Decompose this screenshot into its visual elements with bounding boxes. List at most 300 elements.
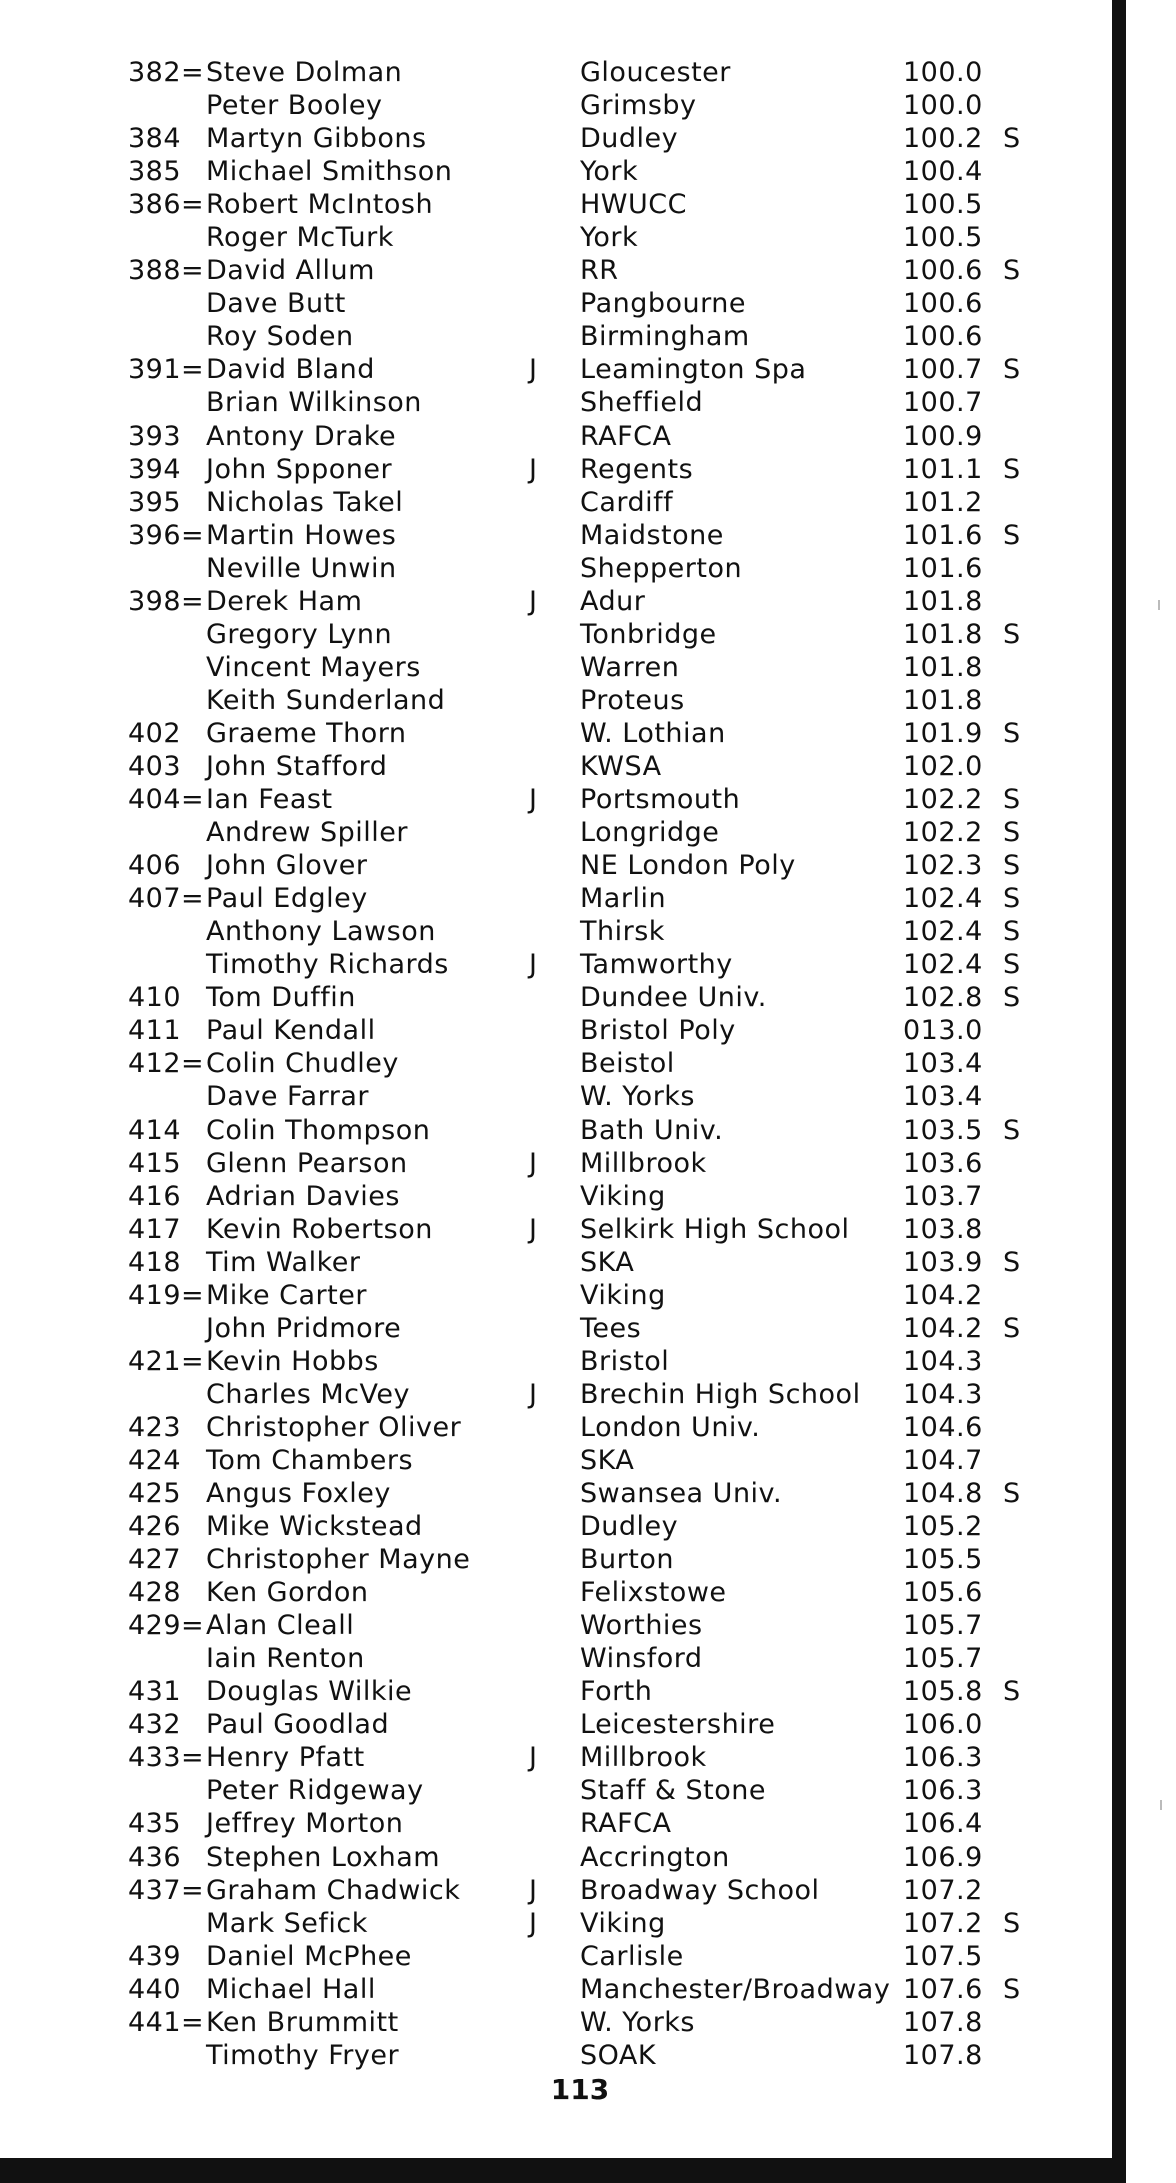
club-cell: Bath Univ. xyxy=(580,1114,724,1146)
club-cell: Tamworthy xyxy=(580,949,733,981)
club-cell: Bristol xyxy=(580,1345,670,1377)
result-row xyxy=(0,585,1110,618)
rank-cell: 395 xyxy=(128,486,182,518)
s-marker: S xyxy=(1003,717,1021,749)
time-cell: 106.0 xyxy=(903,1709,983,1741)
rank-cell: 416 xyxy=(128,1180,182,1212)
time-cell: 101.6 xyxy=(903,552,983,584)
name-cell: Christopher Mayne xyxy=(206,1544,471,1576)
club-cell: Grimsby xyxy=(580,90,697,122)
club-cell: Leicestershire xyxy=(580,1709,776,1741)
club-cell: Dudley xyxy=(580,1511,679,1543)
name-cell: Daniel McPhee xyxy=(206,1940,412,1972)
club-cell: RAFCA xyxy=(580,420,672,452)
s-marker: S xyxy=(1003,1478,1021,1510)
result-row xyxy=(0,353,1110,386)
club-cell: Birmingham xyxy=(580,321,750,353)
club-cell: Thirsk xyxy=(580,916,665,948)
junior-marker: J xyxy=(529,585,538,617)
name-cell: Roger McTurk xyxy=(206,222,394,254)
name-cell: Vincent Mayers xyxy=(206,651,421,683)
time-cell: 104.7 xyxy=(903,1444,983,1476)
result-row xyxy=(0,783,1110,816)
club-cell: Leamington Spa xyxy=(580,354,807,386)
margin-mark xyxy=(1160,1800,1162,1810)
time-cell: 100.9 xyxy=(903,420,983,452)
result-row xyxy=(0,1246,1110,1279)
club-cell: Worthies xyxy=(580,1610,703,1642)
club-cell: Carlisle xyxy=(580,1940,684,1972)
result-row xyxy=(0,1907,1110,1940)
rank-cell: 407= xyxy=(128,883,205,915)
result-row xyxy=(0,1477,1110,1510)
result-row xyxy=(0,849,1110,882)
rank-cell: 406 xyxy=(128,850,182,882)
club-cell: Broadway School xyxy=(580,1874,820,1906)
rank-cell: 384 xyxy=(128,123,182,155)
time-cell: 104.2 xyxy=(903,1279,983,1311)
name-cell: Stephen Loxham xyxy=(206,1841,441,1873)
name-cell: David Bland xyxy=(206,354,375,386)
rank-cell: 412= xyxy=(128,1048,205,1080)
rank-cell: 439 xyxy=(128,1940,182,1972)
name-cell: Colin Chudley xyxy=(206,1048,399,1080)
result-row xyxy=(0,1807,1110,1840)
club-cell: Proteus xyxy=(580,684,685,716)
name-cell: Gregory Lynn xyxy=(206,618,393,650)
result-row xyxy=(0,717,1110,750)
name-cell: Peter Booley xyxy=(206,90,383,122)
s-marker: S xyxy=(1003,453,1021,485)
time-cell: 101.1 xyxy=(903,453,983,485)
result-row xyxy=(0,56,1110,89)
name-cell: Graham Chadwick xyxy=(206,1874,461,1906)
time-cell: 100.6 xyxy=(903,255,983,287)
name-cell: Tom Chambers xyxy=(206,1444,414,1476)
s-marker: S xyxy=(1003,1312,1021,1344)
result-row xyxy=(0,981,1110,1014)
name-cell: Iain Renton xyxy=(206,1643,365,1675)
name-cell: Dave Butt xyxy=(206,288,346,320)
time-cell: 104.8 xyxy=(903,1478,983,1510)
club-cell: W. Lothian xyxy=(580,717,726,749)
name-cell: Peter Ridgeway xyxy=(206,1775,424,1807)
result-row xyxy=(0,1147,1110,1180)
result-row xyxy=(0,1378,1110,1411)
s-marker: S xyxy=(1003,982,1021,1014)
time-cell: 102.4 xyxy=(903,883,983,915)
club-cell: Longridge xyxy=(580,817,720,849)
result-row xyxy=(0,420,1110,453)
name-cell: Adrian Davies xyxy=(206,1180,400,1212)
time-cell: 100.2 xyxy=(903,123,983,155)
result-row xyxy=(0,2039,1110,2072)
time-cell: 103.8 xyxy=(903,1213,983,1245)
result-row xyxy=(0,1114,1110,1147)
junior-marker: J xyxy=(529,1147,538,1179)
s-marker: S xyxy=(1003,1246,1021,1278)
time-cell: 013.0 xyxy=(903,1015,983,1047)
rank-cell: 403 xyxy=(128,750,182,782)
club-cell: Bristol Poly xyxy=(580,1015,736,1047)
result-row xyxy=(0,1047,1110,1080)
club-cell: Brechin High School xyxy=(580,1378,861,1410)
result-row xyxy=(0,519,1110,552)
time-cell: 102.2 xyxy=(903,817,983,849)
club-cell: W. Yorks xyxy=(580,2006,695,2038)
club-cell: Swansea Univ. xyxy=(580,1478,783,1510)
result-row xyxy=(0,684,1110,717)
rank-cell: 425 xyxy=(128,1478,182,1510)
time-cell: 100.6 xyxy=(903,321,983,353)
time-cell: 106.4 xyxy=(903,1808,983,1840)
name-cell: Antony Drake xyxy=(206,420,397,452)
club-cell: Dudley xyxy=(580,123,679,155)
rank-cell: 441= xyxy=(128,2006,205,2038)
time-cell: 107.2 xyxy=(903,1907,983,1939)
result-row xyxy=(0,1279,1110,1312)
time-cell: 103.9 xyxy=(903,1246,983,1278)
name-cell: Mike Wickstead xyxy=(206,1511,423,1543)
result-row xyxy=(0,1180,1110,1213)
s-marker: S xyxy=(1003,883,1021,915)
rank-cell: 423 xyxy=(128,1411,182,1443)
name-cell: John Spponer xyxy=(206,453,393,485)
rank-cell: 426 xyxy=(128,1511,182,1543)
time-cell: 100.7 xyxy=(903,387,983,419)
name-cell: Kevin Hobbs xyxy=(206,1345,379,1377)
junior-marker: J xyxy=(529,1742,538,1774)
name-cell: Michael Smithson xyxy=(206,156,453,188)
name-cell: Tom Duffin xyxy=(206,982,356,1014)
junior-marker: J xyxy=(529,354,538,386)
result-row xyxy=(0,1080,1110,1113)
name-cell: Steve Dolman xyxy=(206,57,403,88)
result-row xyxy=(0,1576,1110,1609)
name-cell: John Glover xyxy=(206,850,368,882)
time-cell: 105.2 xyxy=(903,1511,983,1543)
result-row xyxy=(0,1510,1110,1543)
result-row xyxy=(0,1940,1110,1973)
time-cell: 107.8 xyxy=(903,2006,983,2038)
name-cell: Ken Gordon xyxy=(206,1577,369,1609)
time-cell: 100.7 xyxy=(903,354,983,386)
club-cell: Millbrook xyxy=(580,1147,707,1179)
s-marker: S xyxy=(1003,618,1021,650)
time-cell: 106.9 xyxy=(903,1841,983,1873)
junior-marker: J xyxy=(529,1874,538,1906)
time-cell: 107.2 xyxy=(903,1874,983,1906)
name-cell: Nicholas Takel xyxy=(206,486,404,518)
result-row xyxy=(0,618,1110,651)
result-row xyxy=(0,750,1110,783)
club-cell: Winsford xyxy=(580,1643,703,1675)
result-row xyxy=(0,453,1110,486)
junior-marker: J xyxy=(529,453,538,485)
name-cell: Ken Brummitt xyxy=(206,2006,399,2038)
rank-cell: 393 xyxy=(128,420,182,452)
club-cell: HWUCC xyxy=(580,189,687,221)
club-cell: London Univ. xyxy=(580,1411,761,1443)
result-row xyxy=(0,1345,1110,1378)
name-cell: Douglas Wilkie xyxy=(206,1676,413,1708)
club-cell: Viking xyxy=(580,1180,666,1212)
s-marker: S xyxy=(1003,916,1021,948)
time-cell: 105.8 xyxy=(903,1676,983,1708)
name-cell: John Pridmore xyxy=(206,1312,402,1344)
result-row xyxy=(0,915,1110,948)
name-cell: Jeffrey Morton xyxy=(206,1808,404,1840)
rank-cell: 418 xyxy=(128,1246,182,1278)
page-number: 113 xyxy=(550,2073,610,2106)
result-row xyxy=(0,1543,1110,1576)
result-row xyxy=(0,188,1110,221)
result-row xyxy=(0,1774,1110,1807)
time-cell: 105.5 xyxy=(903,1544,983,1576)
result-row xyxy=(0,1741,1110,1774)
club-cell: York xyxy=(580,222,639,254)
rank-cell: 428 xyxy=(128,1577,182,1609)
club-cell: Regents xyxy=(580,453,694,485)
result-row xyxy=(0,882,1110,915)
name-cell: Christopher Oliver xyxy=(206,1411,462,1443)
time-cell: 103.7 xyxy=(903,1180,983,1212)
rank-cell: 440 xyxy=(128,1973,182,2005)
name-cell: Michael Hall xyxy=(206,1973,376,2005)
name-cell: Dave Farrar xyxy=(206,1081,369,1113)
time-cell: 106.3 xyxy=(903,1742,983,1774)
club-cell: Felixstowe xyxy=(580,1577,727,1609)
name-cell: Charles McVey xyxy=(206,1378,410,1410)
rank-cell: 417 xyxy=(128,1213,182,1245)
club-cell: Viking xyxy=(580,1279,666,1311)
result-row xyxy=(0,1841,1110,1874)
name-cell: Kevin Robertson xyxy=(206,1213,433,1245)
junior-marker: J xyxy=(529,1378,538,1410)
result-row xyxy=(0,1609,1110,1642)
name-cell: Glenn Pearson xyxy=(206,1147,408,1179)
club-cell: W. Yorks xyxy=(580,1081,695,1113)
rank-cell: 435 xyxy=(128,1808,182,1840)
time-cell: 102.3 xyxy=(903,850,983,882)
time-cell: 104.3 xyxy=(903,1345,983,1377)
name-cell: Paul Edgley xyxy=(206,883,368,915)
rank-cell: 421= xyxy=(128,1345,205,1377)
club-cell: Accrington xyxy=(580,1841,730,1873)
result-row xyxy=(0,386,1110,419)
result-row xyxy=(0,122,1110,155)
time-cell: 101.8 xyxy=(903,585,983,617)
time-cell: 104.6 xyxy=(903,1411,983,1443)
time-cell: 102.2 xyxy=(903,784,983,816)
rank-cell: 429= xyxy=(128,1610,205,1642)
time-cell: 101.8 xyxy=(903,684,983,716)
club-cell: Beistol xyxy=(580,1048,675,1080)
time-cell: 100.0 xyxy=(903,57,983,88)
club-cell: SOAK xyxy=(580,2039,657,2071)
result-row xyxy=(0,1675,1110,1708)
margin-mark xyxy=(1158,600,1160,610)
result-row xyxy=(0,2006,1110,2039)
name-cell: Colin Thompson xyxy=(206,1114,431,1146)
name-cell: John Stafford xyxy=(206,750,388,782)
club-cell: Marlin xyxy=(580,883,667,915)
rank-cell: 414 xyxy=(128,1114,182,1146)
name-cell: Henry Pfatt xyxy=(206,1742,365,1774)
rank-cell: 404= xyxy=(128,784,205,816)
time-cell: 104.2 xyxy=(903,1312,983,1344)
club-cell: Burton xyxy=(580,1544,674,1576)
result-row xyxy=(0,1874,1110,1907)
club-cell: Viking xyxy=(580,1907,666,1939)
rank-cell: 386= xyxy=(128,189,205,221)
club-cell: SKA xyxy=(580,1444,635,1476)
name-cell: David Allum xyxy=(206,255,375,287)
time-cell: 101.6 xyxy=(903,519,983,551)
name-cell: Keith Sunderland xyxy=(206,684,446,716)
result-row xyxy=(0,1642,1110,1675)
club-cell: Selkirk High School xyxy=(580,1213,850,1245)
club-cell: Staff & Stone xyxy=(580,1775,766,1807)
s-marker: S xyxy=(1003,1676,1021,1708)
rank-cell: 391= xyxy=(128,354,205,386)
s-marker: S xyxy=(1003,255,1021,287)
club-cell: RAFCA xyxy=(580,1808,672,1840)
s-marker: S xyxy=(1003,123,1021,155)
junior-marker: J xyxy=(529,949,538,981)
club-cell: Manchester/Broadway xyxy=(580,1973,891,2005)
name-cell: Angus Foxley xyxy=(206,1478,391,1510)
rank-cell: 431 xyxy=(128,1676,182,1708)
rank-cell: 398= xyxy=(128,585,205,617)
time-cell: 102.0 xyxy=(903,750,983,782)
rank-cell: 437= xyxy=(128,1874,205,1906)
rank-cell: 385 xyxy=(128,156,182,188)
club-cell: Shepperton xyxy=(580,552,743,584)
time-cell: 107.8 xyxy=(903,2039,983,2071)
s-marker: S xyxy=(1003,850,1021,882)
time-cell: 100.5 xyxy=(903,189,983,221)
time-cell: 107.6 xyxy=(903,1973,983,2005)
club-cell: Portsmouth xyxy=(580,784,741,816)
time-cell: 100.4 xyxy=(903,156,983,188)
club-cell: Tonbridge xyxy=(580,618,717,650)
name-cell: Timothy Richards xyxy=(206,949,449,981)
rank-cell: 411 xyxy=(128,1015,182,1047)
time-cell: 103.6 xyxy=(903,1147,983,1179)
club-cell: KWSA xyxy=(580,750,662,782)
result-row xyxy=(0,651,1110,684)
page-shadow-bottom xyxy=(0,2158,1126,2183)
time-cell: 103.4 xyxy=(903,1048,983,1080)
club-cell: Warren xyxy=(580,651,680,683)
result-row xyxy=(0,221,1110,254)
rank-cell: 415 xyxy=(128,1147,182,1179)
time-cell: 105.7 xyxy=(903,1610,983,1642)
s-marker: S xyxy=(1003,949,1021,981)
name-cell: Anthony Lawson xyxy=(206,916,436,948)
time-cell: 101.8 xyxy=(903,618,983,650)
time-cell: 102.4 xyxy=(903,949,983,981)
s-marker: S xyxy=(1003,1973,1021,2005)
club-cell: Adur xyxy=(580,585,646,617)
rank-cell: 402 xyxy=(128,717,182,749)
name-cell: Paul Goodlad xyxy=(206,1709,390,1741)
rank-cell: 394 xyxy=(128,453,182,485)
s-marker: S xyxy=(1003,519,1021,551)
time-cell: 103.4 xyxy=(903,1081,983,1113)
result-row xyxy=(0,1411,1110,1444)
result-row xyxy=(0,1444,1110,1477)
club-cell: York xyxy=(580,156,639,188)
name-cell: Graeme Thorn xyxy=(206,717,407,749)
rank-cell: 388= xyxy=(128,255,205,287)
name-cell: Martin Howes xyxy=(206,519,397,551)
time-cell: 102.8 xyxy=(903,982,983,1014)
name-cell: Mark Sefick xyxy=(206,1907,368,1939)
name-cell: Ian Feast xyxy=(206,784,333,816)
name-cell: Brian Wilkinson xyxy=(206,387,422,419)
result-row xyxy=(0,1973,1110,2006)
rank-cell: 427 xyxy=(128,1544,182,1576)
name-cell: Timothy Fryer xyxy=(206,2039,400,2071)
club-cell: Pangbourne xyxy=(580,288,746,320)
s-marker: S xyxy=(1003,784,1021,816)
rank-cell: 382= xyxy=(128,57,205,88)
result-row xyxy=(0,816,1110,849)
result-row xyxy=(0,89,1110,122)
club-cell: Cardiff xyxy=(580,486,674,518)
name-cell: Tim Walker xyxy=(206,1246,361,1278)
name-cell: Paul Kendall xyxy=(206,1015,376,1047)
name-cell: Robert McIntosh xyxy=(206,189,434,221)
club-cell: Millbrook xyxy=(580,1742,707,1774)
club-cell: SKA xyxy=(580,1246,635,1278)
name-cell: Derek Ham xyxy=(206,585,363,617)
time-cell: 101.9 xyxy=(903,717,983,749)
club-cell: Gloucester xyxy=(580,57,731,88)
time-cell: 100.5 xyxy=(903,222,983,254)
time-cell: 107.5 xyxy=(903,1940,983,1972)
time-cell: 106.3 xyxy=(903,1775,983,1807)
result-row xyxy=(0,486,1110,519)
time-cell: 100.0 xyxy=(903,90,983,122)
junior-marker: J xyxy=(529,1907,538,1939)
name-cell: Alan Cleall xyxy=(206,1610,355,1642)
club-cell: Forth xyxy=(580,1676,653,1708)
time-cell: 104.3 xyxy=(903,1378,983,1410)
result-row xyxy=(0,948,1110,981)
time-cell: 100.6 xyxy=(903,288,983,320)
rank-cell: 410 xyxy=(128,982,182,1014)
time-cell: 102.4 xyxy=(903,916,983,948)
name-cell: Andrew Spiller xyxy=(206,817,408,849)
name-cell: Roy Soden xyxy=(206,321,354,353)
s-marker: S xyxy=(1003,354,1021,386)
club-cell: Dundee Univ. xyxy=(580,982,767,1014)
result-row xyxy=(0,552,1110,585)
club-cell: NE London Poly xyxy=(580,850,796,882)
result-row xyxy=(0,1708,1110,1741)
result-row xyxy=(0,1014,1110,1047)
results-list xyxy=(0,56,1110,2072)
junior-marker: J xyxy=(529,784,538,816)
time-cell: 105.6 xyxy=(903,1577,983,1609)
result-row xyxy=(0,1213,1110,1246)
time-cell: 101.8 xyxy=(903,651,983,683)
name-cell: Mike Carter xyxy=(206,1279,367,1311)
s-marker: S xyxy=(1003,817,1021,849)
